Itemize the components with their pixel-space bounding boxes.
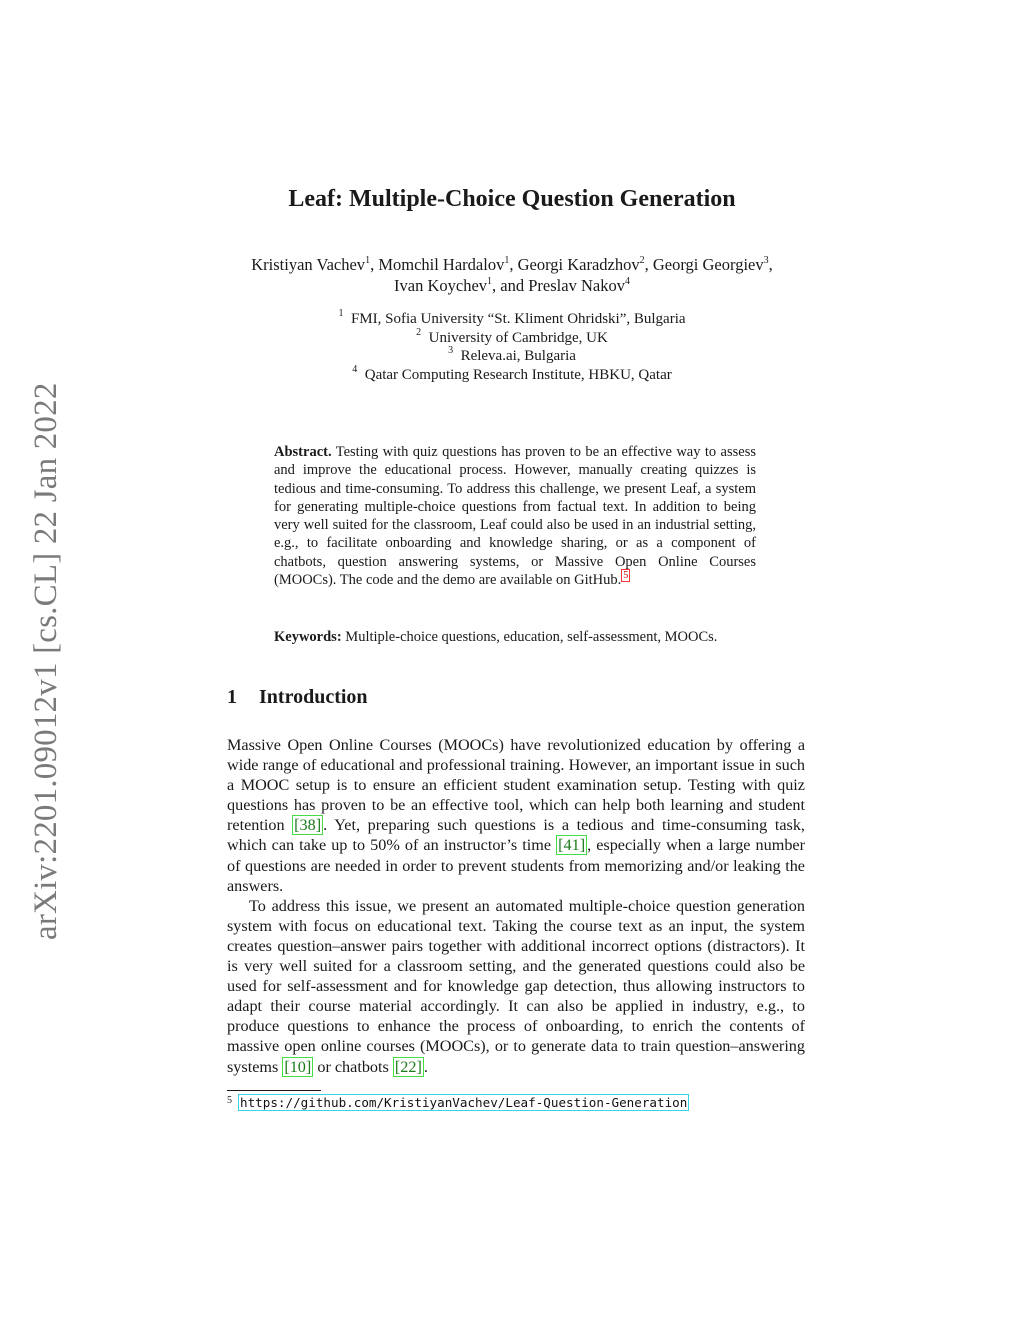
citation-link[interactable]: [22] [394,1057,422,1076]
affiliation-mark: 3 [448,345,454,356]
author-line-2: Ivan Koychev$^1$, and Preslav Nakov$^4$ [394,275,630,295]
paragraph [227,896,805,1077]
section-title: Introduction [259,686,368,708]
author-affil-mark: 3 [763,254,769,266]
author-affil-mark: 1 [487,275,493,287]
author-name: Georgi Karadzhov [517,255,640,274]
author-name: Ivan Koychev [394,276,488,295]
paragraph-text: or chatbots [313,1057,393,1076]
footnote [227,1095,689,1111]
arxiv-identifier [30,362,62,940]
affiliation-text: Releva.ai, Bulgaria [460,348,576,364]
author-line-1: Kristiyan Vachev$^1$, Momchil Hardalov$^1$, Georgi Karadzhov$^2$, Georgi Georgiev$^3$, [251,254,773,274]
paragraph-text: . [423,1057,428,1076]
author-name: Kristiyan Vachev [251,255,366,274]
author-name: Georgi Georgiev [652,255,764,274]
affiliation-list [0,310,1024,384]
affiliation [0,310,1024,329]
section-heading [227,686,368,709]
affiliation-mark: 1 [338,308,344,319]
body-text [227,735,805,1077]
github-url-link[interactable]: https://github.com/KristiyanVachev/Leaf-Question-Generation [240,1095,688,1110]
paragraph-text: To address this issue, we present an automated multiple-choice question generation system with focus on educational text. Taking the course text as an input, the system creates question–answer pairs together with additional incorrect options (distractors). It is very well suited for a classroom setting, and the generated questions could also be used for self-assessment and for knowledge gap detection, thus allowing instructors to adapt their course material accordingly. It can also be applied in industry, e.g., to produce questions to enhance the process of onboarding, to enrich the contents of massive open online courses (MOOCs), or to generate data to train question–answering systems [227,896,805,1076]
author-affil-mark: 2 [639,254,645,266]
paragraph-text: Massive Open Online Courses (MOOCs) have revolutionized education by offering a wide range of educational and professional training. However, an important issue in such a MOOC setup is to ensure an efficient student examination setup. Testing with quiz questions has proven to be an effective tool, which can help both learning and student retention [227,736,805,835]
citation-link[interactable]: [10] [284,1057,312,1076]
abstract-text: Testing with quiz questions has proven to be an effective way to assess and improve the educational process. However, manually creating quizzes is tedious and time-consuming. To address this challenge, we present Leaf, a system for generating multiple-choice questions from factual text. In addition to being very well suited for the classroom, Leaf could also be used in an industrial setting, e.g., to facilitate onboarding and knowledge sharing, or as a component of chatbots, question answering systems, or Massive Open Online Courses (MOOCs). The code and the demo are available on GitHub. [274,444,756,589]
affiliation-mark: 2 [416,326,422,338]
author-list [0,254,1024,296]
paper-title: Leaf: Multiple-Choice Question Generation [288,186,736,212]
author-affil-mark: 1 [365,254,371,266]
section-number: 1 [227,686,237,708]
author-name: Preslav Nakov [528,276,625,295]
arxiv-identifier-text: arXiv:2201.09012v1 [cs.CL] 22 Jan 2022 [28,382,64,940]
keywords-label: Keywords: [274,629,342,645]
affiliation-text: University of Cambridge, UK [428,329,608,346]
affiliation [0,363,1024,385]
footnote-ref-link[interactable]: 5 [623,570,629,582]
abstract [274,443,756,589]
abstract-label: Abstract. [274,444,332,460]
citation-link[interactable]: [38] [294,816,322,835]
affiliation-text: Qatar Computing Research Institute, HBKU, Qatar [364,366,672,383]
paragraph [227,735,805,896]
author-name: Momchil Hardalov [378,255,505,274]
footnote-mark: 5 [227,1095,232,1106]
affiliation [0,326,1024,348]
paragraph-text: , especially when a large number of questions are needed in order to prevent students from memorizing and/or leaking the answers. [227,836,805,895]
author-affil-mark: 4 [624,275,630,287]
paragraph-text: . Yet, preparing such questions is a tedious and time-consuming task, which can take up to 50% of an instructor’s time [227,816,805,855]
author-affil-mark: 1 [504,254,510,266]
citation-link[interactable]: [41] [558,836,586,855]
footnote-rule [227,1090,321,1091]
keywords-text: Multiple-choice questions, education, self-assessment, MOOCs. [345,629,718,645]
keywords [274,628,794,646]
affiliation-mark: 4 [352,363,358,375]
affiliation-text: FMI, Sofia University “St. Kliment Ohridski”, Bulgaria [350,311,686,327]
affiliation [0,347,1024,366]
